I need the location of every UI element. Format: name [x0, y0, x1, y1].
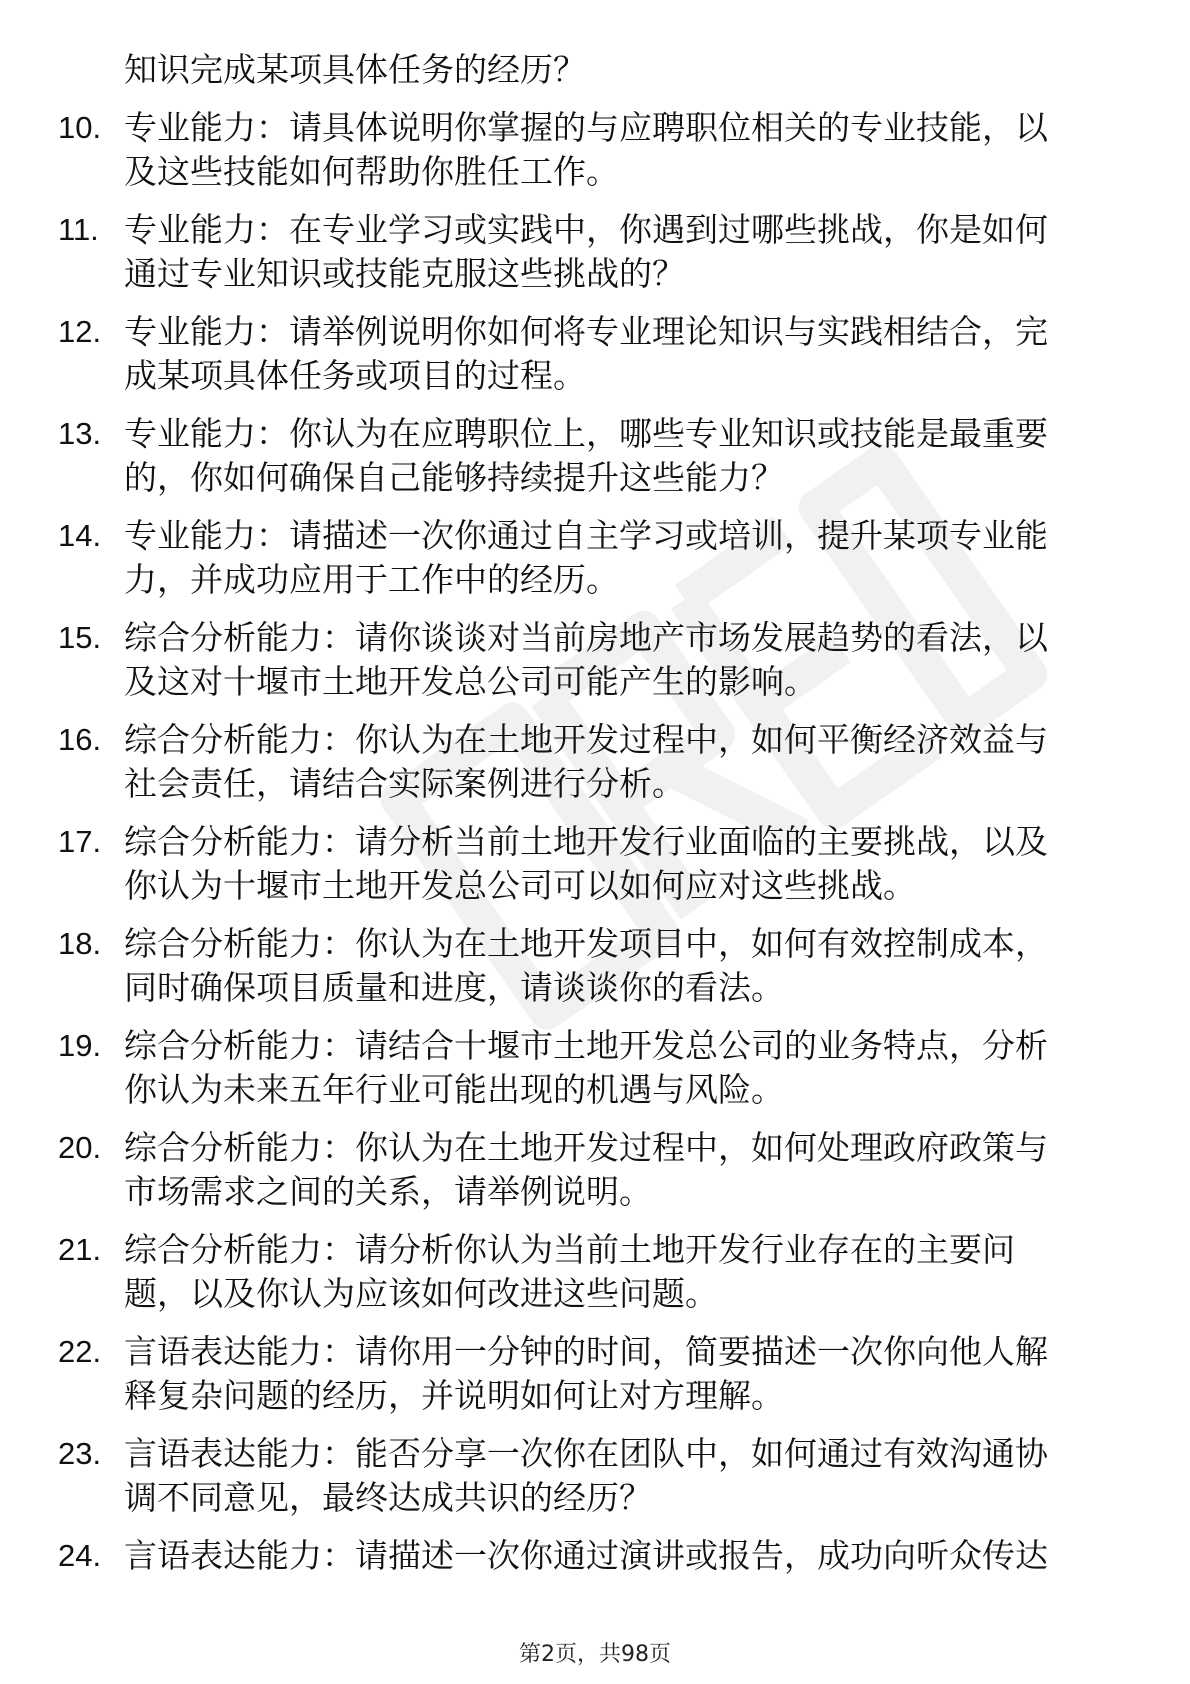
item-number: 19.: [58, 1028, 102, 1063]
item-text-line: 综合分析能力：你认为在土地开发项目中，如何有效控制成本，: [124, 924, 1048, 963]
item-text-line: 综合分析能力：请结合十堰市土地开发总公司的业务特点，分析: [124, 1026, 1048, 1065]
list-item: [58, 718, 1128, 806]
item-number: 21.: [58, 1232, 102, 1267]
item-text-line: 力，并成功应用于工作中的经历。: [124, 560, 619, 599]
list-item: [58, 1432, 1128, 1520]
item-text-line: 通过专业知识或技能克服这些挑战的？: [124, 254, 685, 293]
item-number: 22.: [58, 1334, 102, 1369]
item-text-line: 言语表达能力：能否分享一次你在团队中，如何通过有效沟通协: [124, 1434, 1048, 1473]
item-number: 10.: [58, 110, 102, 145]
list-item: [58, 1330, 1128, 1418]
item-text-line: 市场需求之间的关系，请举例说明。: [124, 1172, 652, 1211]
item-number: 13.: [58, 416, 102, 451]
item-text-line: 综合分析能力：你认为在土地开发过程中，如何平衡经济效益与: [124, 720, 1048, 759]
item-text-line: 调不同意见，最终达成共识的经历？: [124, 1478, 652, 1517]
item-number: 16.: [58, 722, 102, 757]
item-number: 12.: [58, 314, 102, 349]
list-item: [58, 514, 1128, 602]
list-item: [58, 616, 1128, 704]
item-text-line: 的，你如何确保自己能够持续提升这些能力？: [124, 458, 784, 497]
list-item: [58, 106, 1128, 194]
item-text-line: 及这些技能如何帮助你胜任工作。: [124, 152, 619, 191]
item-text-line: 专业能力：请举例说明你如何将专业理论知识与实践相结合，完: [124, 312, 1048, 351]
item-number: 14.: [58, 518, 102, 553]
item-number: 18.: [58, 926, 102, 961]
item-text-line: 你认为十堰市土地开发总公司可以如何应对这些挑战。: [124, 866, 916, 905]
item-text-line: 专业能力：在专业学习或实践中，你遇到过哪些挑战，你是如何: [124, 210, 1048, 249]
list-item: [58, 922, 1128, 1010]
question-list: [58, 48, 1128, 1592]
item-text-line: 综合分析能力：请分析当前土地开发行业面临的主要挑战，以及: [124, 822, 1048, 861]
list-item: [58, 820, 1128, 908]
page-footer: 第2页，共98页: [519, 1642, 671, 1667]
item-text-line: 你认为未来五年行业可能出现的机遇与风险。: [124, 1070, 784, 1109]
list-item: [58, 310, 1128, 398]
item-text-line: 成某项具体任务或项目的过程。: [124, 356, 586, 395]
item-text-line: 题，以及你认为应该如何改进这些问题。: [124, 1274, 718, 1313]
item-text-line: 社会责任，请结合实际案例进行分析。: [124, 764, 685, 803]
item-text-line: 综合分析能力：请你谈谈对当前房地产市场发展趋势的看法，以: [124, 618, 1048, 657]
item-number: 15.: [58, 620, 102, 655]
item-text-line: 专业能力：请描述一次你通过自主学习或培训，提升某项专业能: [124, 516, 1048, 555]
item-text-line: 言语表达能力：请你用一分钟的时间，简要描述一次你向他人解: [124, 1332, 1048, 1371]
list-item: [58, 208, 1128, 296]
list-item: [58, 1534, 1128, 1578]
item-text-line: 综合分析能力：你认为在土地开发过程中，如何处理政府政策与: [124, 1128, 1048, 1167]
item-text-line: 专业能力：你认为在应聘职位上，哪些专业知识或技能是最重要: [124, 414, 1048, 453]
item-number: 20.: [58, 1130, 102, 1165]
item-text-line: 综合分析能力：请分析你认为当前土地开发行业存在的主要问: [124, 1230, 1015, 1269]
list-item: [58, 1126, 1128, 1214]
item-number: 11.: [58, 212, 99, 247]
item-number: 17.: [58, 824, 102, 859]
list-item: [58, 1024, 1128, 1112]
continuation-line: 知识完成某项具体任务的经历？: [124, 50, 586, 89]
list-item: [58, 1228, 1128, 1316]
item-text-line: 言语表达能力：请描述一次你通过演讲或报告，成功向听众传达: [124, 1536, 1048, 1575]
list-item: [58, 412, 1128, 500]
item-text-line: 专业能力：请具体说明你掌握的与应聘职位相关的专业技能，以: [124, 108, 1048, 147]
item-number: 23.: [58, 1436, 102, 1471]
item-text-line: 同时确保项目质量和进度，请谈谈你的看法。: [124, 968, 784, 1007]
item-text-line: 及这对十堰市土地开发总公司可能产生的影响。: [124, 662, 817, 701]
item-number: 24.: [58, 1538, 102, 1573]
item-text-line: 释复杂问题的经历，并说明如何让对方理解。: [124, 1376, 784, 1415]
